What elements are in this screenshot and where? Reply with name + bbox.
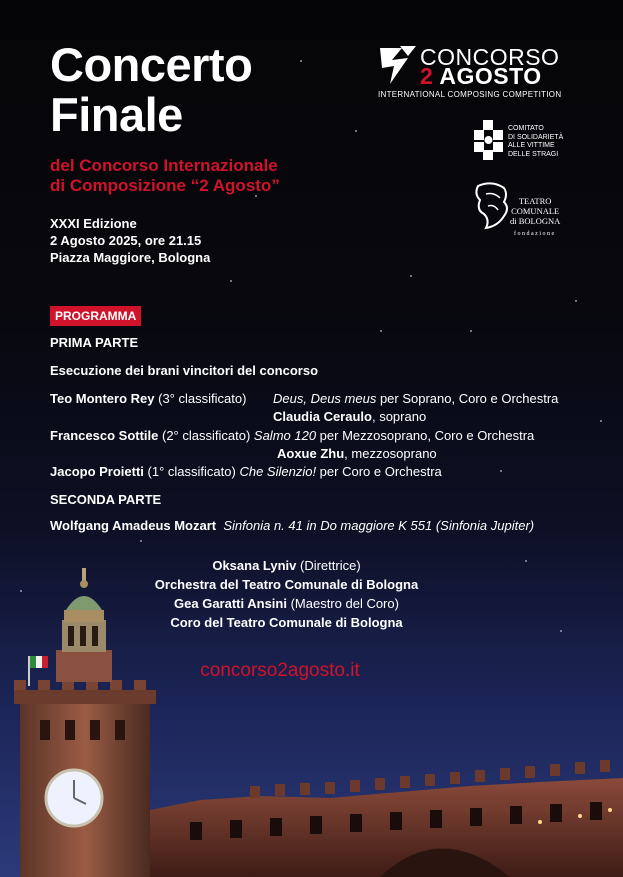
teatro-line-2: COMUNALE: [511, 206, 560, 216]
soloist-row-2: [277, 446, 437, 462]
website-link[interactable]: concorso2agosto.it: [200, 660, 360, 681]
chorus-master-name: Gea Garatti Ansini: [174, 596, 287, 611]
composer-placement: (3° classificato): [158, 391, 247, 406]
comitato-line-4: DELLE STRAGI: [508, 150, 559, 158]
event-datetime: 2 Agosto 2025, ore 21.15: [50, 233, 202, 248]
soloist-role: , mezzosoprano: [344, 446, 437, 461]
subtitle-line-1: del Concorso Internazionale: [50, 156, 278, 175]
concorso-logo-word: AGOSTO: [439, 63, 542, 89]
lion-head-icon: [474, 180, 510, 230]
soloist-name: Claudia Ceraulo: [273, 409, 372, 424]
composer-name: Teo Montero Rey: [50, 391, 155, 406]
composer-name: Francesco Sottile: [50, 428, 159, 443]
comitato-line-1: COMITATO: [508, 125, 544, 132]
chorus-line: Coro del Teatro Comunale di Bologna: [170, 615, 403, 630]
concorso-logo-tagline: INTERNATIONAL COMPOSING COMPETITION: [378, 90, 562, 99]
chorus-master-role: (Maestro del Coro): [286, 596, 399, 611]
comitato-logo-text: [508, 125, 563, 159]
composer-placement: (1° classificato): [147, 464, 236, 479]
event-place: Piazza Maggiore, Bologna: [50, 250, 211, 265]
soloist-row-1: [273, 409, 426, 425]
soloist-name: Aoxue Zhu: [277, 446, 345, 461]
event-info: [50, 215, 210, 266]
composer-name: Jacopo Proietti: [50, 464, 144, 479]
conductor-name: Oksana Lyniv: [212, 558, 297, 573]
work-scoring: per Soprano, Coro e Orchestra: [376, 391, 559, 406]
comitato-emblem-icon: [474, 120, 504, 160]
teatro-logo: [474, 180, 584, 242]
work-row-1: [273, 391, 558, 407]
composer-placement: (2° classificato): [162, 428, 251, 443]
comitato-line-2: DI SOLIDARIETÀ: [508, 133, 564, 141]
teatro-line-3: di BOLOGNA: [510, 216, 561, 226]
soloist-role: , soprano: [371, 409, 427, 424]
comitato-logo: [474, 120, 584, 162]
program-row-mozart: [50, 518, 534, 534]
work-title: Deus, Deus meus: [273, 391, 377, 406]
concorso-mark-icon: [378, 44, 418, 88]
conductor-role: (Direttrice): [296, 558, 361, 573]
teatro-line-1: TEATRO: [518, 196, 552, 206]
title-line-2: Finale: [50, 88, 183, 141]
page-title: [50, 40, 252, 140]
program-row-2: [50, 428, 534, 444]
concorso-logo-line2: [420, 63, 542, 90]
work-title: Che Silenzio!: [239, 464, 317, 479]
part-two-heading: SECONDA PARTE: [50, 492, 162, 507]
composer-name: Wolfgang Amadeus Mozart: [50, 518, 217, 533]
bologna-night-scene: [0, 560, 623, 877]
orchestra-line: Orchestra del Teatro Comunale di Bologna: [154, 577, 419, 592]
part-one-heading: PRIMA PARTE: [50, 335, 139, 350]
work-title: Salmo 120: [253, 428, 317, 443]
concorso-logo-number: 2: [420, 63, 434, 89]
work-title: Sinfonia n. 41 in Do maggiore K 551 (Sinfonia Jupiter): [223, 518, 535, 533]
concorso-logo-line1: CONCORSO: [420, 44, 560, 70]
edition: XXXI Edizione: [50, 216, 137, 231]
program-row-3: [50, 464, 442, 480]
title-line-1: Concerto: [50, 38, 253, 91]
work-scoring: per Mezzosoprano, Coro e Orchestra: [316, 428, 535, 443]
subtitle-line-2: di Composizione “2 Agosto”: [50, 176, 280, 195]
teatro-logo-text: [510, 196, 560, 226]
teatro-fondazione: fondazione: [514, 231, 556, 237]
program-intro: Esecuzione dei brani vincitori del concorso: [50, 363, 319, 378]
comitato-line-3: ALLE VITTIME: [508, 142, 555, 149]
concorso-logo: [378, 44, 578, 102]
subtitle: [50, 156, 280, 196]
program-row-1: [50, 391, 246, 407]
programma-badge: PROGRAMMA: [50, 306, 141, 326]
work-scoring: per Coro e Orchestra: [316, 464, 442, 479]
